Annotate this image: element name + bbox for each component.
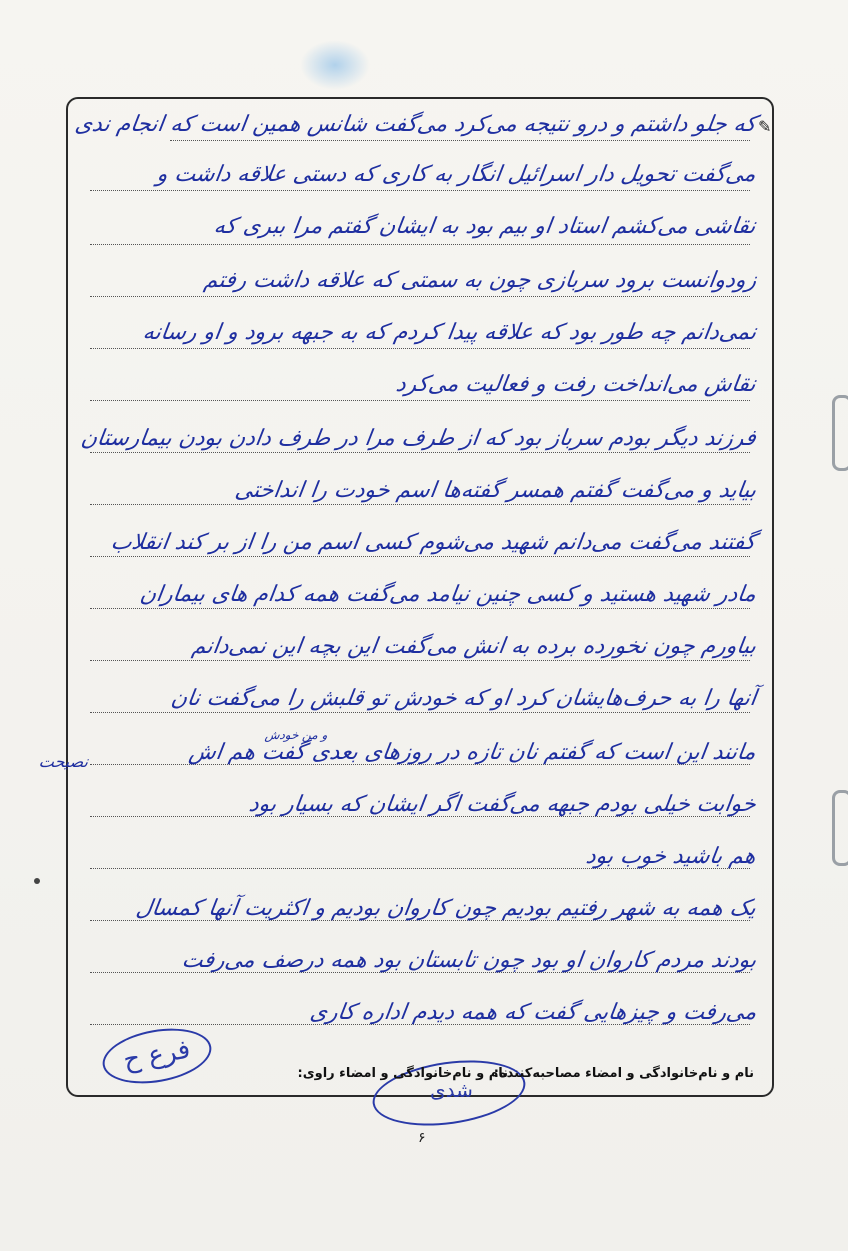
handwritten-line: زودوانست برود سربازی چون به سمتی که علاقه داشت رفتم bbox=[201, 268, 758, 293]
ruled-line bbox=[90, 504, 750, 505]
ruled-line bbox=[90, 556, 750, 557]
ruled-line bbox=[90, 452, 750, 453]
handwritten-line: فرزند دیگر بودم سرباز بود که از طرف مرا در طرف دادن بودن بیمارستان bbox=[79, 426, 758, 451]
binder-clip-bottom bbox=[832, 790, 848, 866]
handwritten-line: بیاورم چون نخورده برده به انش می‌گفت این بچه این نمی‌دانم bbox=[190, 634, 758, 659]
handwritten-line: یک همه به شهر رفتیم بودیم چون کاروان بودیم و اکثریت آنها کمسال bbox=[134, 896, 758, 921]
ruled-line bbox=[90, 190, 750, 191]
handwritten-line: که جلو داشتم و درو نتیجه می‌کرد می‌گفت شانس همین است که انجام ندی bbox=[73, 112, 758, 137]
ruled-line bbox=[90, 400, 750, 401]
narrator-initials: فرع ح bbox=[98, 1021, 215, 1091]
handwritten-line: هم باشید خوب بود bbox=[584, 844, 758, 869]
margin-note: و من خودش bbox=[264, 728, 329, 742]
interviewer-signature: شدی bbox=[430, 1078, 473, 1102]
interviewer-label: نام و نام‌خانوادگی و امضاء مصاحبه‌کننده: bbox=[493, 1066, 754, 1081]
narrator-label: نام و نام‌خانوادگی و امضاء راوی: bbox=[297, 1066, 508, 1081]
ruled-line bbox=[90, 296, 750, 297]
handwritten-line: آنها را به حرف‌هایشان کرد او که خودش تو قلبش را می‌گفت نان bbox=[169, 686, 758, 711]
handwritten-line: گفتند می‌گفت می‌دانم شهید می‌شوم کسی اسم من را از بر کند انقلاب bbox=[109, 530, 758, 555]
margin-note: نصیحت bbox=[37, 752, 90, 771]
handwritten-line: خوابت خیلی بودم جبهه می‌گفت اگر ایشان که بسیار بود bbox=[247, 792, 758, 817]
handwritten-line: بودند مردم کاروان او بود چون تابستان بود همه درصف می‌رفت bbox=[179, 948, 758, 973]
ruled-line bbox=[90, 660, 750, 661]
pencil-icon: ✎ bbox=[758, 117, 772, 136]
ruled-line bbox=[170, 140, 750, 141]
handwritten-line: می‌گفت تحویل دار اسرائیل انگار به کاری که دستی علاقه داشت و bbox=[155, 162, 758, 187]
ruled-line bbox=[90, 608, 750, 609]
binder-clip-top bbox=[832, 395, 848, 471]
handwritten-line: بیاید و می‌گفت گفتم همسر گفته‌ها اسم خودت را انداختی bbox=[233, 478, 758, 503]
ruled-line bbox=[90, 348, 750, 349]
ruled-line bbox=[90, 712, 750, 713]
handwritten-line: مانند این است که گفتم نان تازه در روزهای بعدی گفت هم اش bbox=[187, 740, 758, 765]
ruled-line bbox=[90, 244, 750, 245]
handwritten-line: نقاشی می‌کشم استاد او بیم بود به ایشان گفتم مرا ببری که bbox=[212, 214, 758, 239]
handwritten-line: می‌رفت و چیزهایی گفت که همه دیدم اداره کاری bbox=[307, 1000, 758, 1025]
paper-mark bbox=[34, 878, 40, 884]
handwritten-line: مادر شهید هستید و کسی چنین نیامد می‌گفت همه کدام های بیماران bbox=[138, 582, 758, 607]
handwritten-line: نمی‌دانم چه طور بود که علاقه پیدا کردم که به جبهه برود و او رسانه bbox=[140, 320, 758, 345]
ink-smudge bbox=[300, 40, 370, 90]
handwritten-line: نقاش می‌انداخت رفت و فعالیت می‌کرد bbox=[394, 372, 758, 397]
page-number: ۶ bbox=[418, 1130, 426, 1146]
